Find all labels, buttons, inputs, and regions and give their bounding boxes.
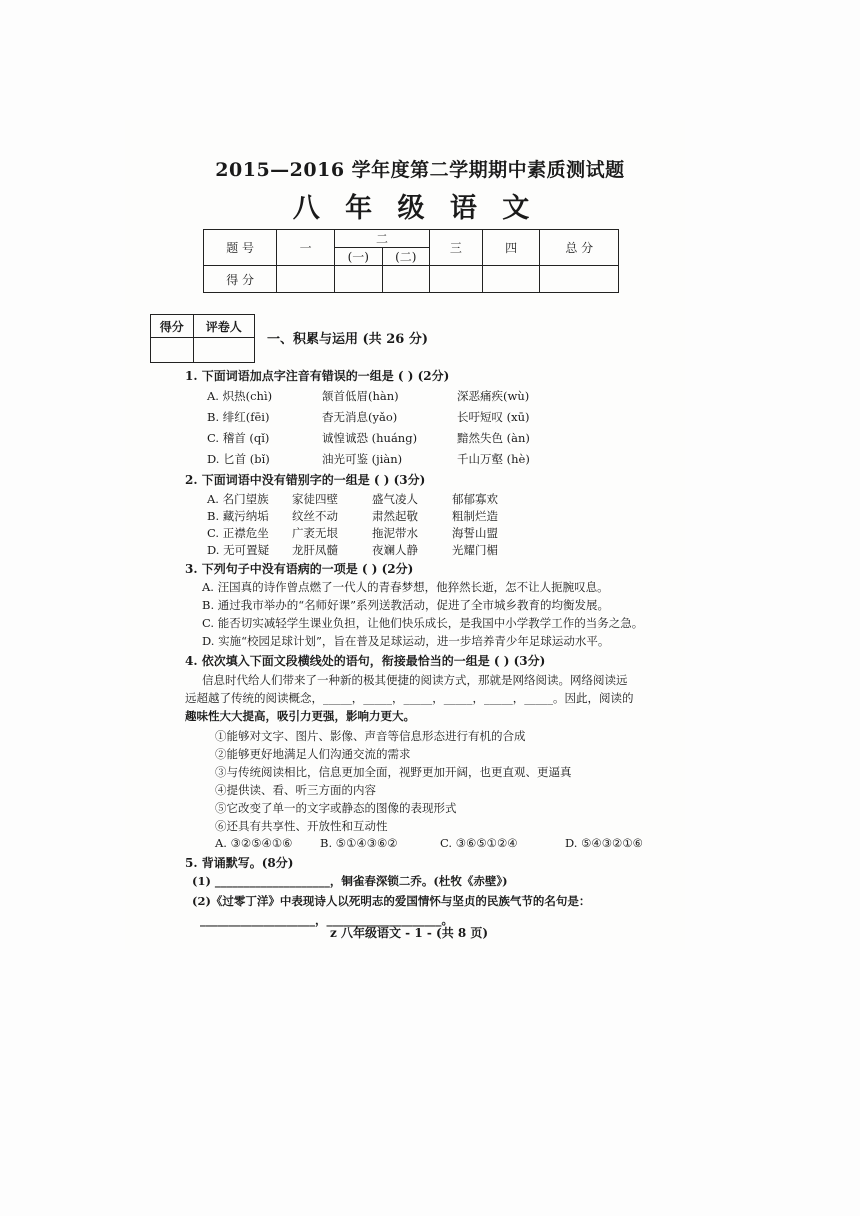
score-table-col-1: 一 xyxy=(277,230,335,266)
question-3-option: D. 实施“校园足球计划”，旨在普及足球运动，进一步培养青少年足球运动水平。 xyxy=(202,634,610,648)
grader-name-cell[interactable] xyxy=(193,338,254,363)
grader-name-label: 评卷人 xyxy=(193,315,254,338)
question-3-option: B. 通过我市举办的“名师好课”系列送教活动，促进了全市城乡教育的均衡发展。 xyxy=(202,598,610,612)
score-table-col-2a: (一) xyxy=(335,248,382,266)
question-2-stem: 2. 下面词语中没有错别字的一组是 ( ) (3分) xyxy=(185,473,426,487)
score-table-col-2b: (二) xyxy=(382,248,429,266)
question-4-item: ③与传统阅读相比，信息更加全面，视野更加开阔，也更直观、更逼真 xyxy=(215,765,572,779)
score-table-header-label: 题 号 xyxy=(204,230,277,266)
question-2-row: A. 名门望族 家徒四壁 盛气凌人 郁郁寡欢 xyxy=(207,492,498,506)
exam-title: 2015—2016 学年度第二学期期中素质测试题 xyxy=(215,159,625,181)
question-3-option: C. 能否切实减轻学生课业负担，让他们快乐成长，是我国中小学教学工作的当务之急。 xyxy=(202,616,644,630)
question-1-row: C. 稽首 (qǐ) 诚惶诚恐 (huáng) 黯然失色 (àn) xyxy=(207,431,530,445)
question-5-line-2: (2)《过零丁洋》中表现诗人以死明志的爱国情怀与坚贞的民族气节的名句是： xyxy=(192,894,591,908)
question-4-choice: D. ⑤④③②①⑥ xyxy=(565,836,643,850)
question-1-stem: 1. 下面词语加点字注音有错误的一组是 ( ) (2分) xyxy=(185,369,450,383)
section-1-heading: 一、积累与运用 (共 26 分) xyxy=(267,332,428,347)
question-4-passage: 趣味性大大提高，吸引力更强，影响力更大。 xyxy=(185,709,415,723)
question-4-item: ⑥还具有共享性、开放性和互动性 xyxy=(215,819,388,833)
grader-score-label: 得分 xyxy=(151,315,194,338)
score-cell[interactable] xyxy=(277,266,335,293)
question-4-item: ①能够对文字、图片、影像、声音等信息形态进行有机的合成 xyxy=(215,729,526,743)
question-5-stem: 5. 背诵默写。(8分) xyxy=(185,856,294,870)
question-5-line-1[interactable]: (1) ____________________，铜雀春深锁二乔。(杜牧《赤壁》) xyxy=(192,874,508,888)
question-2-row: B. 藏污纳垢 纹丝不动 肃然起敬 粗制烂造 xyxy=(207,509,498,523)
question-4-choice: B. ⑤①④③⑥② xyxy=(320,836,398,850)
score-cell[interactable] xyxy=(540,266,619,293)
grader-table xyxy=(150,314,255,363)
page-footer: z 八年级语文 - 1 - (共 8 页) xyxy=(330,926,489,940)
question-3-option: A. 汪国真的诗作曾点燃了一代人的青春梦想，他猝然长逝，怎不让人扼腕叹息。 xyxy=(202,580,609,594)
question-4-choice: C. ③⑥⑤①②④ xyxy=(440,836,518,850)
question-4-item: ②能够更好地满足人们沟通交流的需求 xyxy=(215,747,411,761)
score-cell[interactable] xyxy=(382,266,429,293)
score-table-col-total: 总 分 xyxy=(540,230,619,266)
score-table-col-4: 四 xyxy=(482,230,540,266)
question-4-choice: A. ③②⑤④①⑥ xyxy=(215,836,293,850)
question-4-passage: 远超越了传统的阅读概念，_____，_____，_____，_____，_____，_____。因此，阅读的 xyxy=(185,691,634,705)
score-table-col-2: 二 xyxy=(335,230,430,248)
score-cell[interactable] xyxy=(430,266,483,293)
question-3-stem: 3. 下列句子中没有语病的一项是 ( ) (2分) xyxy=(185,562,414,576)
question-4-item: ⑤它改变了单一的文字或静态的图像的表现形式 xyxy=(215,801,457,815)
question-4-stem: 4. 依次填入下面文段横线处的语句，衔接最恰当的一组是 ( ) (3分) xyxy=(185,654,546,668)
question-4-item: ④提供读、看、听三方面的内容 xyxy=(215,783,376,797)
question-2-row: C. 正襟危坐 广袤无垠 拖泥带水 海誓山盟 xyxy=(207,526,498,540)
question-1-row: B. 绯红(fēi) 杳无消息(yǎo) 长吁短叹 (xū) xyxy=(207,410,530,424)
grader-score-cell[interactable] xyxy=(151,338,194,363)
score-cell[interactable] xyxy=(335,266,382,293)
question-1-row: A. 炽热(chì) 颔首低眉(hàn) 深恶痛疾(wù) xyxy=(207,389,530,403)
question-4-passage: 信息时代给人们带来了一种新的极其便捷的阅读方式，那就是网络阅读。网络阅读远 xyxy=(202,673,628,687)
question-1-row: D. 匕首 (bǐ) 油光可鉴 (jiàn) 千山万壑 (hè) xyxy=(207,452,530,466)
question-2-row: D. 无可置疑 龙肝凤髓 夜斓人静 光耀门楣 xyxy=(207,543,498,557)
question-5-line-3[interactable]: ____________________，____________________。 xyxy=(200,913,453,927)
score-table xyxy=(203,229,619,293)
score-table-col-3: 三 xyxy=(430,230,483,266)
exam-subtitle: 八 年 级 语 文 xyxy=(292,193,538,224)
score-cell[interactable] xyxy=(482,266,540,293)
score-table-score-label: 得 分 xyxy=(204,266,277,293)
